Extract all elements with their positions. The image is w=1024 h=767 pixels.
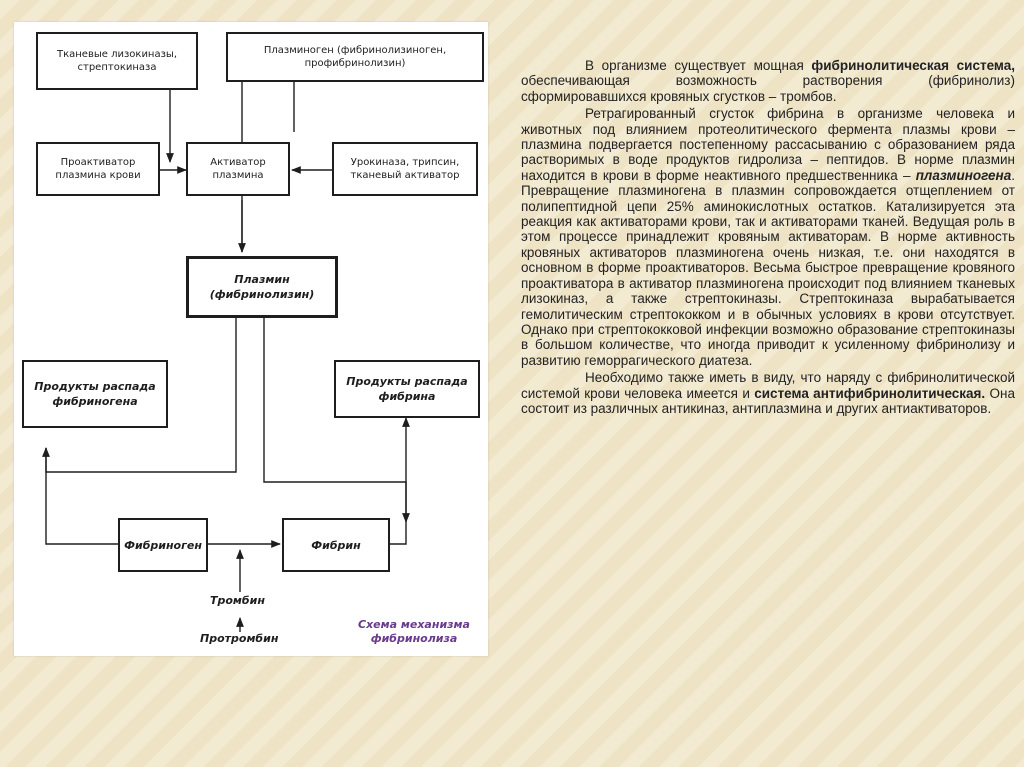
box-fibrinogen: Фибриноген (118, 518, 208, 572)
arrow-fibrin-to-products (390, 418, 406, 544)
box-tissue-lysokinases: Тканевые лизокиназы, стрептокиназа (36, 32, 198, 90)
box-fibrin: Фибрин (282, 518, 390, 572)
paragraph-1: В организме существует мощная фибринолитическая система, обеспечивающая возможность растворения (фибринолиз) сформировавшихся кровяных сгустков – тромбов. (521, 58, 1015, 104)
box-plasmin-activator: Активатор плазмина (186, 142, 290, 196)
label-thrombin: Тромбин (210, 594, 265, 607)
term-plasminogen: плазминогена (915, 167, 1012, 183)
term-antifibrinolytic-system: система антифибринолитическая. (754, 385, 986, 401)
box-fibrin-products: Продукты распада фибрина (334, 360, 480, 418)
box-plasmin: Плазмин (фибринолизин) (186, 256, 338, 318)
label-prothrombin: Протромбин (200, 632, 279, 645)
line-fibrinogen-to-products (46, 448, 118, 544)
box-blood-proactivator: Проактиватор плазмина крови (36, 142, 160, 196)
paragraph-2: Ретрагированный сгусток фибрина в организме человека и животных под влиянием протеолитического фермента плазмы крови – плазмина подвергается постепенному рассасыванию с образованием ряда растворимых в воде продуктов гидролиза – пептидов. В норме плазмин находится в крови в форме неактивного предшественника – плазминогена. Превращение плазминогена в плазмин сопровождается отщеплением от полипептидной цепи 25% аминокислотных остатков. Катализируется эта реакция как активаторами крови, так и активаторами тканей. Ведущая роль в этом процессе принадлежит кровяным активаторам. В норме активность кровяных активаторов плазминогена очень низкая, т.е. они находятся в основном в форме проактиваторов. Весьма быстрое превращение кровяного проактиватора в активатор плазминогена происходит под влиянием тканевых лизокиназ, а также стрептокиназы. Стрептокиназа вырабатывается гемолитическим стрептококком и в обычных условиях в крови отсутствует. Однако при стрептококковой инфекции возможно образование стрептокиназы в большом количестве, что иногда приводит к усиленному фибринолизу и развитию геморрагического диатеза. (521, 106, 1015, 368)
article-text (521, 58, 1015, 418)
diagram-connectors (14, 22, 488, 656)
paragraph-3: Необходимо также иметь в виду, что наряду с фибринолитической системой крови человека имеется и система антифибринолитическая. Она состоит из различных антикиназ, антиплазмина и других антиактиваторов. (521, 370, 1015, 416)
box-fibrinogen-products: Продукты распада фибриногена (22, 360, 168, 428)
term-fibrinolytic-system: фибринолитическая система, (811, 58, 1015, 73)
fibrinolysis-diagram (14, 22, 488, 656)
box-urokinase: Урокиназа, трипсин, тканевый активатор (332, 142, 478, 196)
box-plasminogen: Плазминоген (фибринолизиноген, профибринолизин) (226, 32, 484, 82)
arrow-plasmin-to-fibrin-branch (264, 318, 406, 522)
diagram-caption: Схема механизма фибринолиза (358, 618, 470, 645)
